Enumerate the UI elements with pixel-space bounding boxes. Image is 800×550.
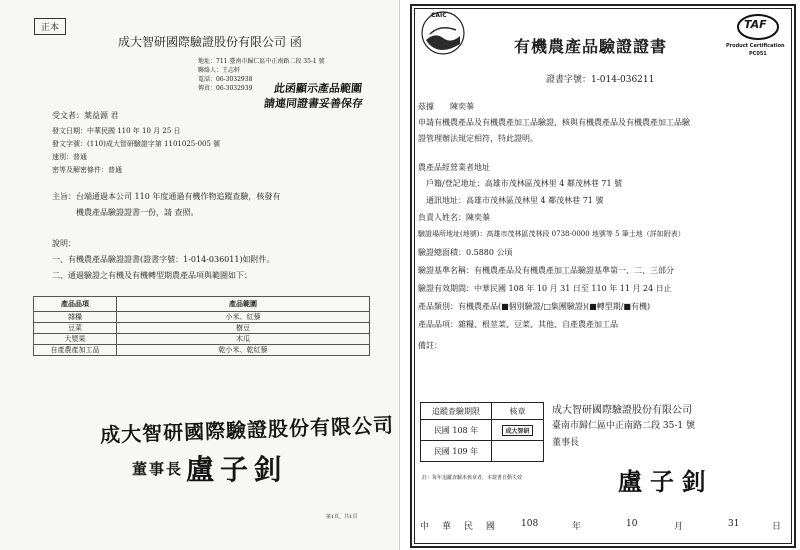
explanation-item-2: 二、通過驗證之有機及有機轉型期農產品項與範圍如下：: [52, 271, 252, 280]
tracking-header-row: [421, 403, 544, 420]
issuer-company: 成大智研國際驗證股份有限公司: [552, 405, 692, 416]
table-row: [421, 441, 544, 462]
table-cell-scope: 乾小米、乾紅藜: [117, 345, 370, 356]
tracking-period-cell: 民國 109 年: [421, 441, 492, 462]
handwritten-note-line-2: 請連同證書妥善保存: [263, 97, 364, 110]
subject-line-1: 主旨：台端通過本公司 110 年度通過有機作物追蹤查驗，核發有: [52, 192, 281, 201]
issue-date: 發文日期：中華民國 110 年 10 月 25 日: [52, 127, 181, 135]
table-header-item: 產品品項: [34, 297, 117, 312]
issuer-title: 董事長: [552, 438, 580, 448]
statement-line-1: 申請有機農產品及有機農產加工品驗證，核與有機農產品及有機農產加工品驗: [418, 118, 690, 127]
household-address: 戶籍/登記地址：高雄市茂林區茂林里 4 鄰茂林巷 71 號: [426, 179, 623, 188]
tracking-seal-cell: [492, 441, 544, 462]
product-items: 產品品項：雜糧、根莖菜、豆菜、其他、自產農產加工品: [418, 320, 618, 329]
tracking-seal-cell: [492, 420, 544, 441]
certificate-title: 有機農產品驗證證書: [514, 37, 668, 56]
handwritten-note-line-1: 此函顯示產品範圍: [273, 82, 363, 95]
contact-person: 聯絡人：王志軒: [198, 67, 241, 74]
validity-period: 驗證有效期間：中華民國 108 年 10 月 31 日至 110 年 11 月 24 日止: [418, 284, 672, 293]
applicant: 茲據 陳奕蓁: [418, 102, 474, 111]
confidentiality: 密等及解密條件：普通: [52, 166, 122, 174]
operator-heading: 農產品經營業者地址: [418, 163, 490, 172]
issue-number: 發文字號：(110)成大智研驗證字第 1101025-005 號: [52, 140, 221, 148]
tracking-seal-stamp: 成大智研: [502, 425, 532, 436]
certification-standard: 驗證基準名稱：有機農產品及有機農產加工品驗證基準第一、二、三部分: [418, 266, 674, 275]
table-header-scope: 產品範圍: [117, 297, 370, 312]
date-day: 31: [728, 519, 740, 529]
table-cell-scope: 木瓜: [117, 334, 370, 345]
fax-number: 傳真：06-3032939: [198, 85, 253, 92]
table-row: [421, 420, 544, 441]
chairman-signature: 盧子釗: [186, 453, 289, 486]
company-address: 地址：711 臺南市歸仁區中正南路二段 35-1 號: [198, 58, 325, 65]
site-address: 驗證場所地址(地號)：高雄市茂林區茂林段 0738-0000 地號等 5 筆土地（詳如附表）: [418, 230, 685, 238]
table-row: [34, 345, 370, 356]
table-cell-item: 豆菜: [34, 323, 117, 334]
taf-logo-text: TAF: [744, 18, 767, 31]
mailing-address: 通訊地址：高雄市茂林區茂林里 4 鄰茂林巷 71 號: [426, 196, 604, 205]
table-cell-scope: 小米、紅藜: [117, 312, 370, 323]
recipient: 受文者：葉益源 君: [52, 111, 119, 120]
date-era: 中 華 民 國: [420, 522, 498, 532]
date-year: 108: [521, 519, 539, 529]
table-cell-item: 自產農產加工品: [34, 345, 117, 356]
delivery-speed: 速別：普通: [52, 153, 87, 161]
tracking-header-seal: 核章: [492, 403, 544, 420]
tracking-header-period: 追蹤查驗期限: [421, 403, 492, 420]
product-scope-table: [33, 296, 370, 356]
table-row: [34, 312, 370, 323]
date-day-unit: 日: [772, 522, 782, 532]
date-month: 10: [626, 519, 638, 529]
certificate-inner-border: [414, 8, 792, 544]
product-category: 產品類別：有機農產品(■個別驗證/□集團驗證)(■轉型期/■有機): [418, 302, 651, 311]
table-header-row: [34, 297, 370, 312]
certificate-number: 證書字號：1-014-036211: [546, 75, 655, 85]
caic-logo-text: CAIC: [431, 12, 447, 19]
table-cell-item: 雜糧: [34, 312, 117, 323]
signature-company-seal: 成大智研國際驗證股份有限公司: [99, 412, 395, 448]
subject-line-2: 機農產品驗證證書一份，請 查照。: [76, 208, 199, 217]
remark-label: 備註：: [418, 341, 442, 350]
statement-line-2: 證管理辦法規定相符，特此證明。: [418, 134, 538, 143]
tracking-inspection-table: [420, 402, 544, 462]
date-month-unit: 月: [674, 522, 684, 532]
original-copy-stamp: 正本: [34, 18, 66, 35]
responsible-person: 負責人姓名：陳奕蓁: [418, 213, 490, 222]
table-row: [34, 334, 370, 345]
letter-company-header: 成大智研國際驗證股份有限公司 函: [118, 35, 302, 49]
certificate-page: [404, 0, 800, 550]
signature-title: 董事長: [132, 460, 184, 478]
table-cell-scope: 樹豆: [117, 323, 370, 334]
tracking-table-note: 註：每年追蹤查驗未核章者，本證書自動失效: [422, 475, 523, 481]
taf-product-certification: Product Certification: [726, 43, 785, 49]
explanation-item-1: 一、有機農產品驗證證書(證書字號：1-014-036011)如附件。: [52, 255, 275, 264]
explanation-title: 說明：: [52, 239, 76, 248]
certificate-signature: 盧子釗: [618, 467, 714, 496]
issuer-address: 臺南市歸仁區中正南路二段 35-1 號: [552, 421, 695, 431]
tracking-period-cell: 民國 108 年: [421, 420, 492, 441]
date-year-unit: 年: [572, 522, 582, 532]
taf-accreditation-number: PC051: [749, 51, 767, 57]
page-footer: 第1頁，共1頁: [326, 514, 358, 520]
total-area: 驗證總面積：0.5880 公頃: [418, 248, 513, 257]
table-row: [34, 323, 370, 334]
table-cell-item: 大漿果: [34, 334, 117, 345]
phone-number: 電話：06-3032938: [198, 76, 253, 83]
